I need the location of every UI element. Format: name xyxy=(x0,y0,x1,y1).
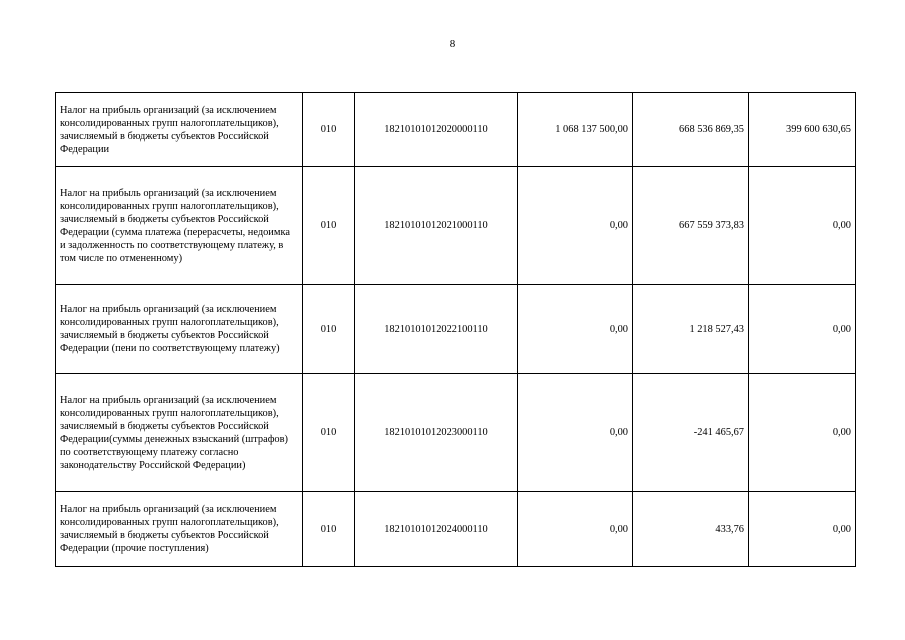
row-approved-cell: 0,00 xyxy=(518,285,633,374)
row-unexecuted-cell: 0,00 xyxy=(749,285,856,374)
row-approved-cell: 0,00 xyxy=(518,374,633,492)
row-name-cell: Налог на прибыль организаций (за исключением консолидированных групп налогоплательщиков), зачисляемый в бюджеты субъектов Российской Федерации (пени по соответствующему платежу) xyxy=(56,285,303,374)
row-name-cell: Налог на прибыль организаций (за исключением консолидированных групп налогоплательщиков), зачисляемый в бюджеты субъектов Российской Федерации (прочие поступления) xyxy=(56,492,303,567)
row-code-cell: 010 xyxy=(303,374,355,492)
row-executed-cell: 667 559 373,83 xyxy=(633,167,749,285)
row-executed-cell: 1 218 527,43 xyxy=(633,285,749,374)
table-row xyxy=(56,492,856,567)
table-row xyxy=(56,93,856,167)
row-kbk-cell: 18210101012022100110 xyxy=(355,285,518,374)
table-row xyxy=(56,285,856,374)
page-number: 8 xyxy=(449,38,456,50)
row-executed-cell: 668 536 869,35 xyxy=(633,93,749,167)
row-approved-cell: 1 068 137 500,00 xyxy=(518,93,633,167)
row-kbk-cell: 18210101012020000110 xyxy=(355,93,518,167)
row-kbk-cell: 18210101012021000110 xyxy=(355,167,518,285)
row-approved-cell: 0,00 xyxy=(518,167,633,285)
row-code-cell: 010 xyxy=(303,93,355,167)
table-row xyxy=(56,167,856,285)
row-kbk-cell: 18210101012023000110 xyxy=(355,374,518,492)
row-code-cell: 010 xyxy=(303,492,355,567)
row-unexecuted-cell: 0,00 xyxy=(749,492,856,567)
row-code-cell: 010 xyxy=(303,285,355,374)
budget-table xyxy=(55,92,856,567)
row-executed-cell: -241 465,67 xyxy=(633,374,749,492)
row-unexecuted-cell: 0,00 xyxy=(749,374,856,492)
row-executed-cell: 433,76 xyxy=(633,492,749,567)
row-name-cell: Налог на прибыль организаций (за исключением консолидированных групп налогоплательщиков), зачисляемый в бюджеты субъектов Российской Федерации xyxy=(56,93,303,167)
row-kbk-cell: 18210101012024000110 xyxy=(355,492,518,567)
row-unexecuted-cell: 399 600 630,65 xyxy=(749,93,856,167)
row-approved-cell: 0,00 xyxy=(518,492,633,567)
table-row xyxy=(56,374,856,492)
row-name-cell: Налог на прибыль организаций (за исключением консолидированных групп налогоплательщиков), зачисляемый в бюджеты субъектов Российской Федерации (сумма платежа (перерасчеты, недоимка и задолженность по соответствующему платежу, в том числе по отмененному) xyxy=(56,167,303,285)
row-name-cell: Налог на прибыль организаций (за исключением консолидированных групп налогоплательщиков), зачисляемый в бюджеты субъектов Российской Федерации(суммы денежных взысканий (штрафов) по соответствующему платежу согласно законодательству Российской Федерации) xyxy=(56,374,303,492)
row-code-cell: 010 xyxy=(303,167,355,285)
row-unexecuted-cell: 0,00 xyxy=(749,167,856,285)
